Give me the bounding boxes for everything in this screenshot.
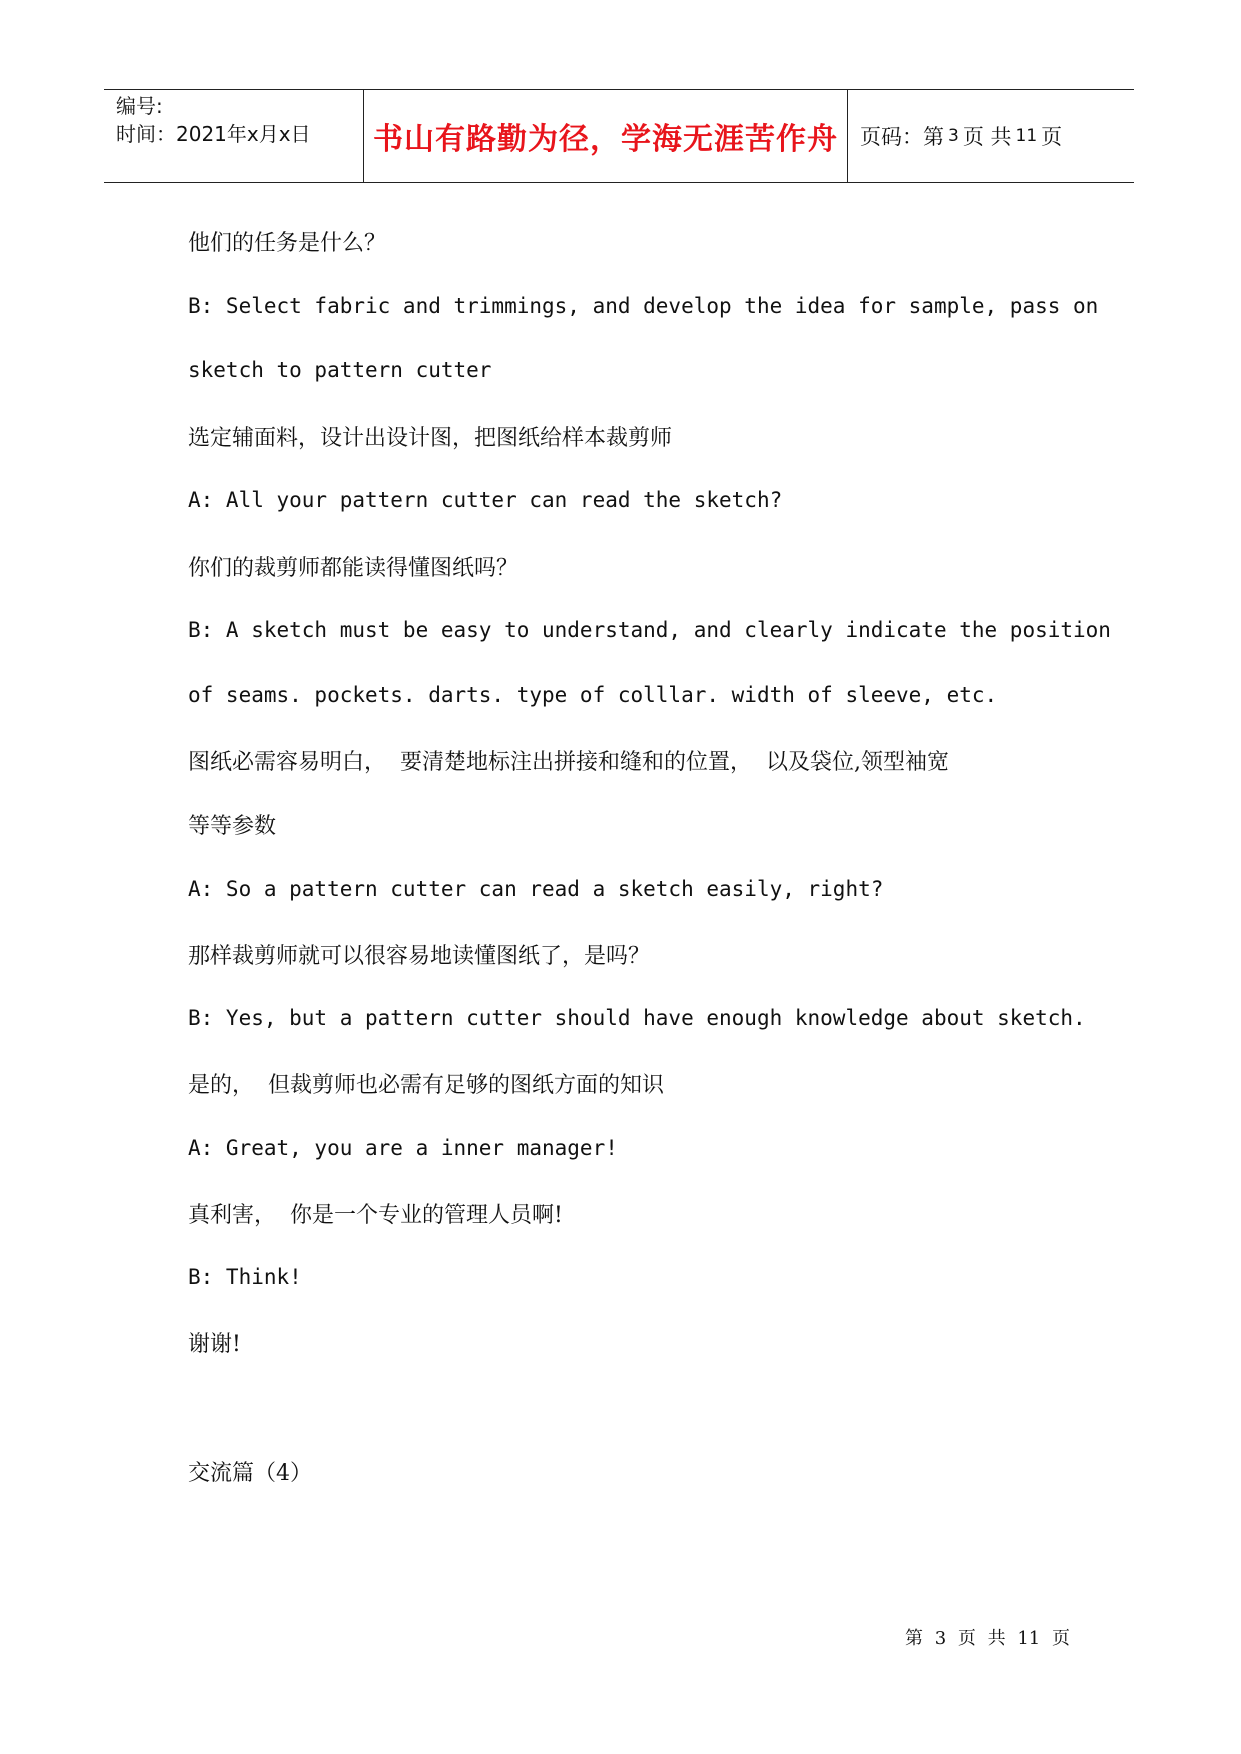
- header-motto: 书山有路勤为径，学海无涯苦作舟: [373, 122, 838, 157]
- body-line: sketch to pattern cutter: [188, 358, 492, 382]
- body-line: of seams. pockets. darts. type of colllar. width of sleeve, etc.: [188, 683, 998, 707]
- body-line: B: A sketch must be easy to understand, and clearly indicate the position: [188, 618, 1111, 642]
- document-time: 时间：2021年x月x日: [116, 122, 311, 146]
- page-suffix: 页: [1041, 125, 1063, 149]
- page-mid: 页 共: [962, 125, 1012, 149]
- page-footer: 第 3 页 共 11 页: [905, 1628, 1070, 1649]
- page-number: 3: [948, 126, 959, 146]
- body-line: 那样裁剪师就可以很容易地读懂图纸了，是吗？: [188, 944, 651, 969]
- page-header: [104, 89, 1134, 183]
- body-line: 等等参数: [188, 814, 277, 839]
- body-line: 选定辅面料，设计出设计图，把图纸给样本裁剪师: [188, 426, 673, 451]
- body-line: 他们的任务是什么？: [188, 231, 387, 256]
- body-line: A: Great, you are a inner manager!: [188, 1136, 618, 1160]
- page-prefix: 页码：第: [860, 125, 944, 149]
- body-line: B: Yes, but a pattern cutter should have enough knowledge about sketch.: [188, 1006, 1086, 1030]
- header-meta: [104, 90, 364, 182]
- body-line: A: So a pattern cutter can read a sketch easily, right?: [188, 877, 884, 901]
- document-number-label: 编号:: [116, 94, 163, 118]
- body-line: B: Think!: [188, 1265, 302, 1289]
- body-line: 你们的裁剪师都能读得懂图纸吗？: [188, 556, 519, 581]
- body-line: 图纸必需容易明白， 要清楚地标注出拼接和缝和的位置， 以及袋位,领型袖宽: [188, 750, 949, 775]
- header-motto-cell: [364, 90, 848, 182]
- body-line: 真利害， 你是一个专业的管理人员啊!: [188, 1203, 563, 1228]
- section-heading: 交流篇（4）: [188, 1461, 312, 1486]
- body-line: 谢谢!: [188, 1332, 241, 1357]
- page-total: 11: [1015, 126, 1038, 146]
- header-page-info: [848, 90, 1134, 182]
- body-line: A: All your pattern cutter can read the sketch?: [188, 488, 783, 512]
- body-line: 是的， 但裁剪师也必需有足够的图纸方面的知识: [188, 1073, 664, 1098]
- body-line: B: Select fabric and trimmings, and develop the idea for sample, pass on: [188, 294, 1099, 318]
